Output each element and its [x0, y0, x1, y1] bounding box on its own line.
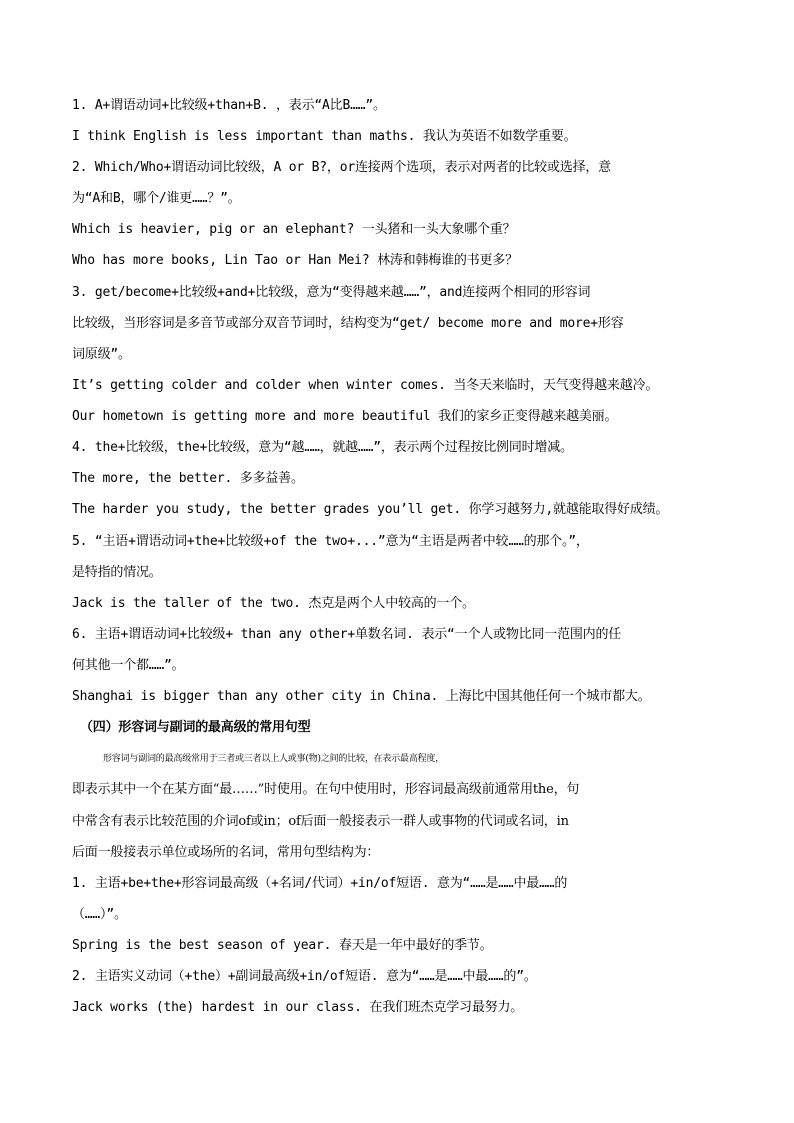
rule-1-title: 1. A+谓语动词+比较级+than+B. ，表示“A比B……”。 [72, 98, 386, 113]
rule-3-continuation: 比较级，当形容词是多音节或部分双音节词时，结构变为“get/ become more and more+形容 [72, 316, 624, 331]
example-sentence: Spring is the best season of year. 春天是一年中最好的季节。 [72, 938, 493, 953]
rule-4-title: 4. the+比较级，the+比较级，意为“越……，就越……”，表示两个过程按比例同时增减。 [72, 440, 573, 455]
rule-5-continuation: 是特指的情况。 [72, 565, 162, 580]
example-sentence: The more, the better. 多多益善。 [72, 471, 304, 486]
example-sentence: Jack is the taller of the two. 杰克是两个人中较高的一个。 [72, 596, 475, 611]
example-sentence: The harder you study, the better grades you’ll get. 你学习越努力,就越能取得好成绩。 [72, 502, 669, 517]
example-sentence: Jack works (the) hardest in our class. 在我们班杰克学习最努力。 [72, 1000, 524, 1015]
rule-3-title: 3. get/become+比较级+and+比较级，意为“变得越来越……”，and连接两个相同的形容词 [72, 285, 591, 300]
superlative-rule-1-continuation: （……）”。 [72, 907, 127, 922]
example-sentence: Shanghai is bigger than any other city in China. 上海比中国其他任何一个城市都大。 [72, 689, 651, 704]
rule-2-continuation: 为“A和B，哪个/谁更……？”。 [72, 191, 241, 206]
example-sentence: Which is heavier, pig or an elephant? 一头猪和一头大象哪个重？ [72, 222, 516, 237]
paragraph-line: 中常含有表示比较范围的介词of或in；of后面一般接表示一群人或事物的代词或名词，in [72, 814, 569, 829]
paragraph-line: 即表示其中一个在某方面“最……”时使用。在句中使用时，形容词最高级前通常用the，句 [72, 782, 580, 797]
rule-3-continuation: 词原级”。 [72, 347, 131, 362]
rule-6-continuation: 何其他一个都……”。 [72, 658, 185, 673]
rule-6-title: 6. 主语+谓语动词+比较级+ than any other+单数名词. 表示“一个人或物比同一范围内的任 [72, 627, 622, 642]
example-sentence: Who has more books, Lin Tao or Han Mei? 林涛和韩梅谁的书更多？ [72, 253, 518, 268]
rule-2-title: 2. Which/Who+谓语动词比较级，A or B?，or连接两个选项，表示对两者的比较或选择，意 [72, 160, 611, 175]
rule-5-title: 5. “主语+谓语动词+the+比较级+of the two+...”意为“主语是两者中较……的那个。”， [72, 534, 589, 549]
superlative-rule-2-title: 2. 主语实义动词（+the）+副词最高级+in/of短语. 意为“……是……中最……的”。 [72, 969, 537, 984]
superlative-rule-1-title: 1. 主语+be+the+形容词最高级（+名词/代词）+in/of短语. 意为“……是……中最……的 [72, 876, 568, 891]
example-sentence: I think English is less important than maths. 我认为英语不如数学重要。 [72, 129, 577, 144]
example-sentence: Our hometown is getting more and more beautiful 我们的家乡正变得越来越美丽。 [72, 409, 618, 424]
example-sentence: It’s getting colder and colder when winter comes. 当冬天来临时，天气变得越来越冷。 [72, 378, 659, 393]
section-heading: （四）形容词与副词的最高级的常用句型 [80, 720, 311, 735]
paragraph-line: 后面一般接表示单位或场所的名词，常用句型结构为： [72, 845, 380, 860]
paragraph-line: 形容词与副词的最高级常用于三者或三者以上人或事(物)之间的比较，在表示最高程度， [103, 754, 445, 764]
